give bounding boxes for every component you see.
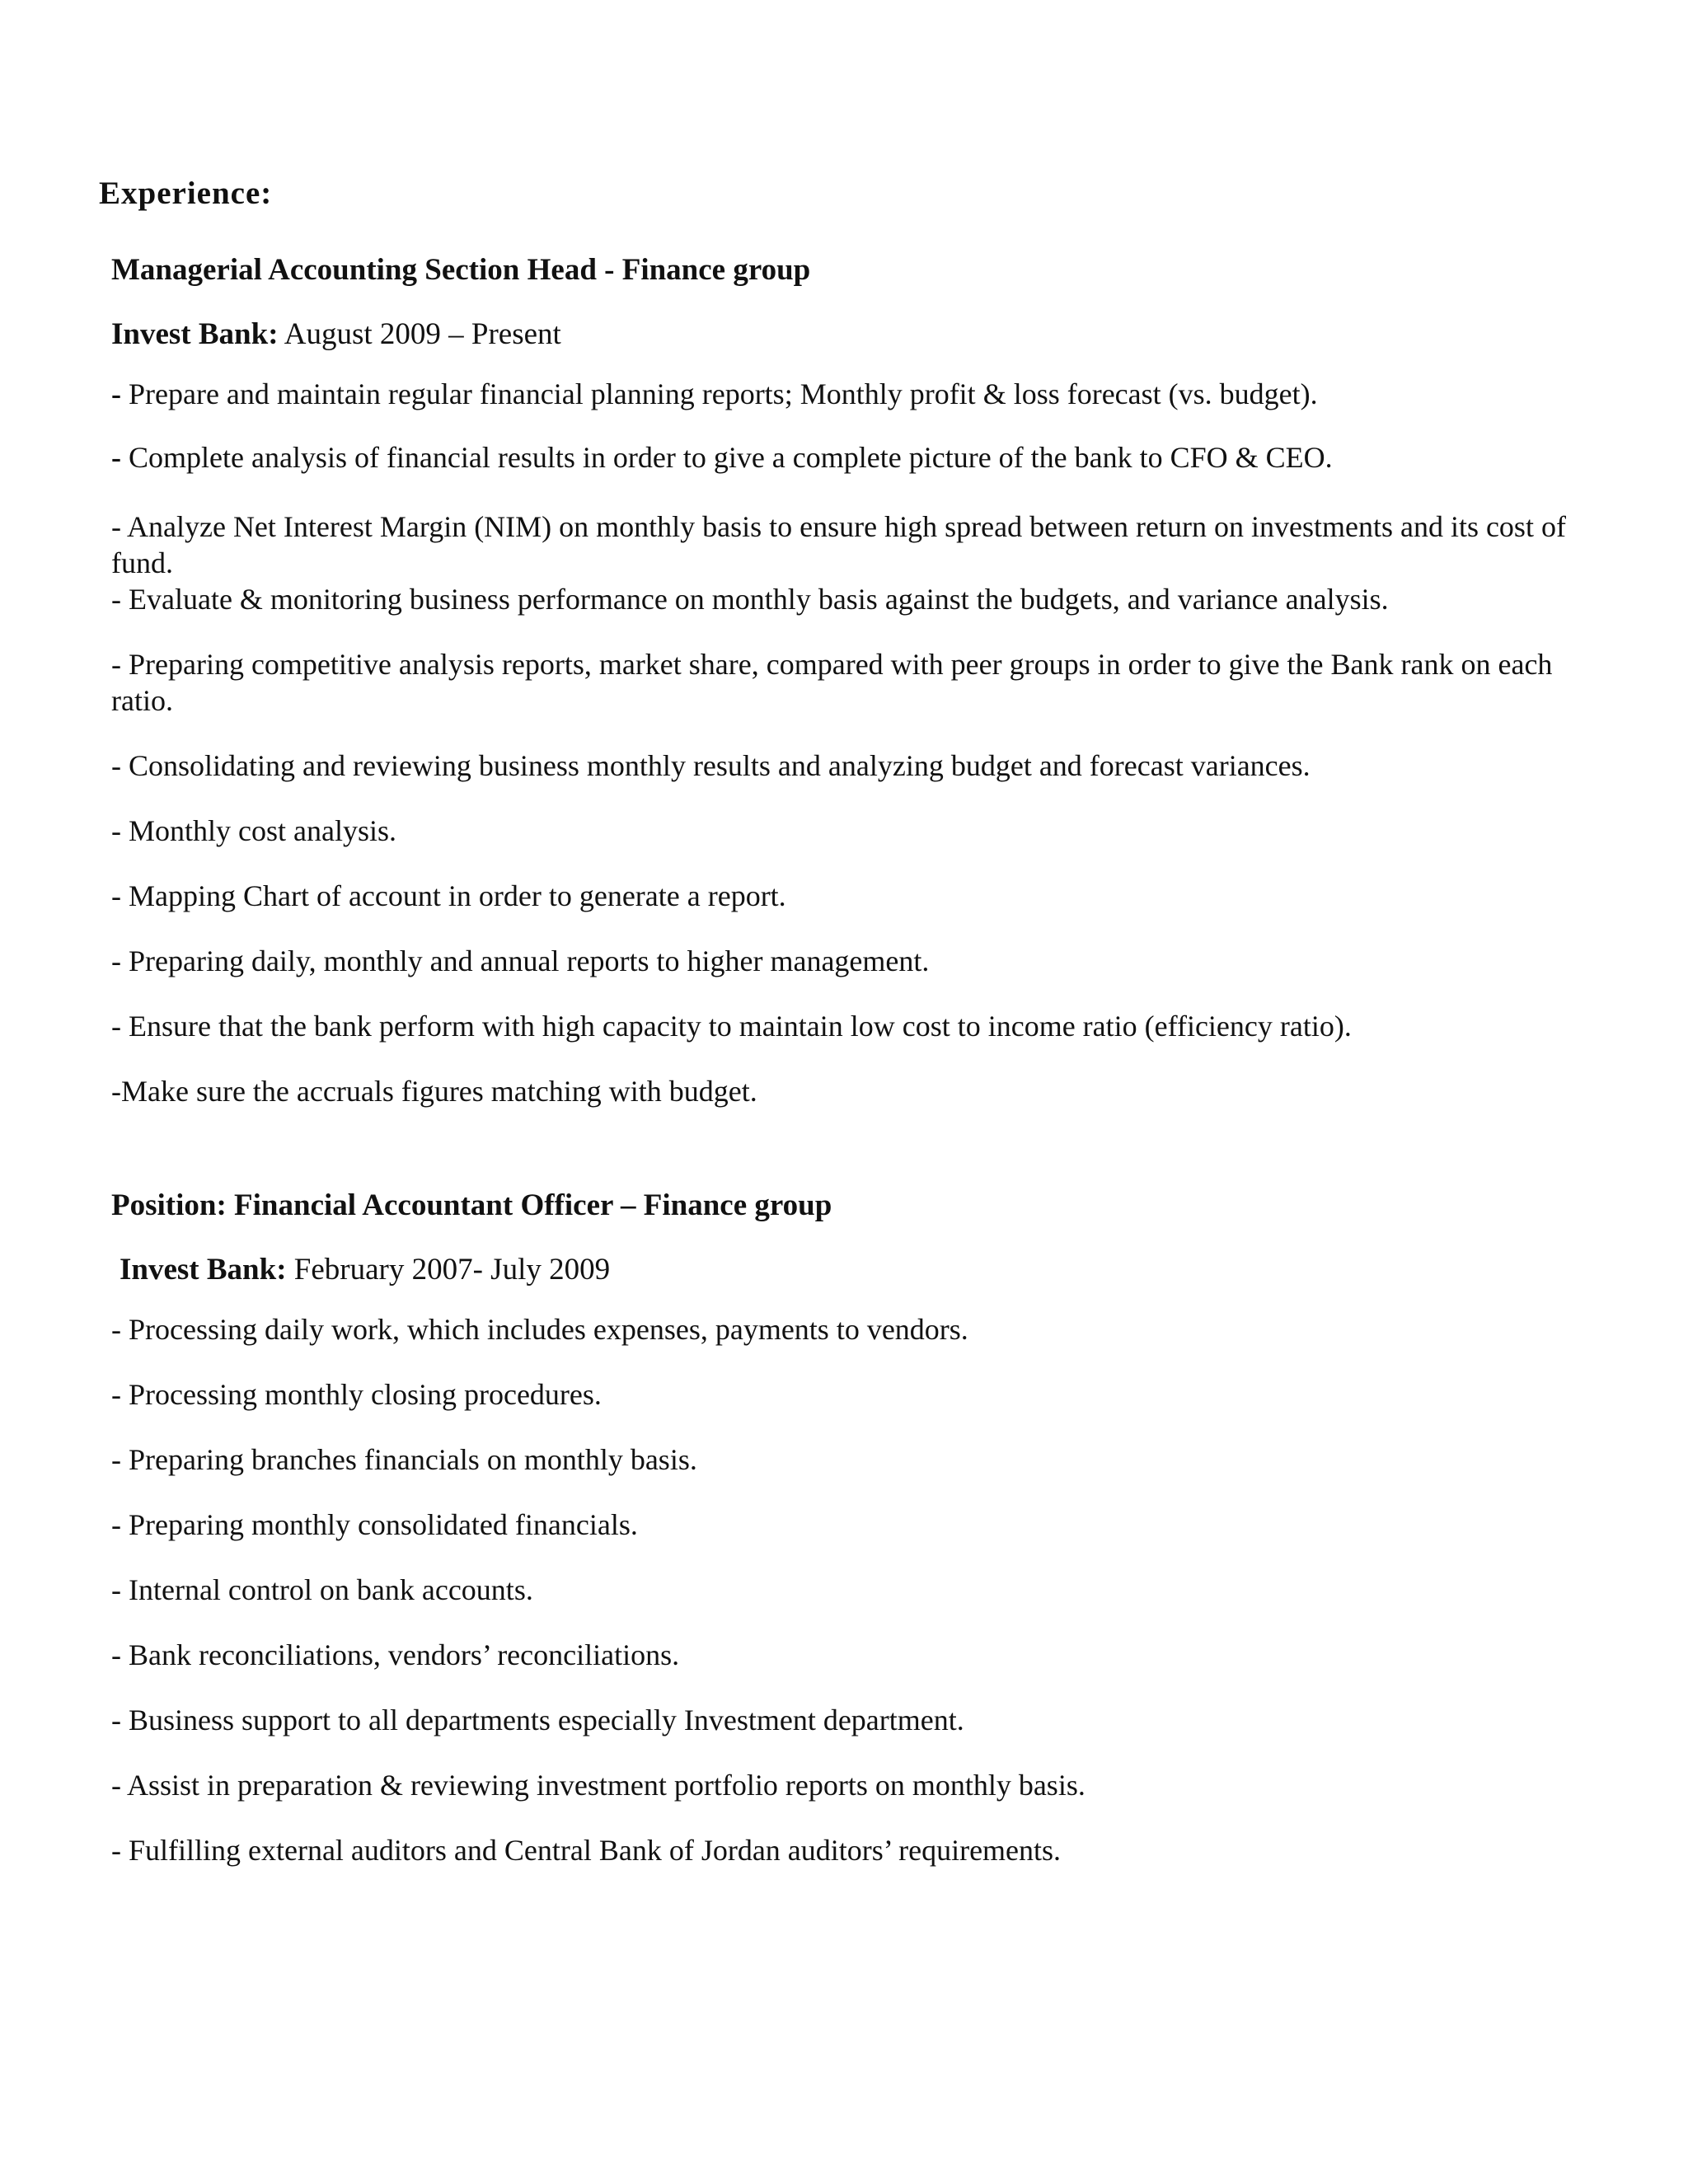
duty-item: - Preparing branches financials on monthly basis. (111, 1443, 697, 1476)
duty-item: - Bank reconciliations, vendors’ reconciliations. (111, 1638, 680, 1671)
employment-period: August 2009 – Present (278, 317, 561, 351)
job-title: Managerial Accounting Section Head - Finance group (111, 253, 811, 287)
duty-item: - Monthly cost analysis. (111, 814, 396, 847)
duty-item: - Preparing monthly consolidated financials. (111, 1508, 638, 1541)
job-title: Position: Financial Accountant Officer – Finance group (111, 1188, 832, 1222)
duty-item: - Evaluate & monitoring business performance on monthly basis against the budgets, and variance analysis. (111, 583, 1389, 616)
employer-label: Invest Bank: (120, 1253, 287, 1286)
duty-item: - Preparing daily, monthly and annual reports to higher management. (111, 944, 930, 977)
duties-list (111, 1311, 1603, 1868)
duty-item: - Internal control on bank accounts. (111, 1573, 533, 1606)
duty-item: - Processing daily work, which includes expenses, payments to vendors. (111, 1313, 968, 1346)
employment-period: February 2007- July 2009 (286, 1253, 611, 1286)
duty-item: - Processing monthly closing procedures. (111, 1378, 602, 1411)
duty-item: -Make sure the accruals figures matching with budget. (111, 1075, 757, 1108)
employer-line (111, 312, 1603, 358)
employer-line (111, 1247, 1603, 1293)
section-heading: Experience: (99, 176, 273, 211)
duty-item: - Prepare and maintain regular financial planning reports; Monthly profit & loss forecast (vs. budget). (111, 377, 1318, 410)
duty-item: - Analyze Net Interest Margin (NIM) on monthly basis to ensure high spread between return on investments and its cost of fund. (111, 510, 1566, 579)
duty-item: - Mapping Chart of account in order to generate a report. (111, 879, 786, 912)
employer-label: Invest Bank: (111, 317, 279, 351)
duties-list (111, 376, 1603, 1109)
duty-item: - Preparing competitive analysis reports, market share, compared with peer groups in order to give the Bank rank on each ratio. (111, 648, 1553, 717)
duty-item: - Business support to all departments especially Investment department. (111, 1704, 964, 1736)
duty-item: - Fulfilling external auditors and Central Bank of Jordan auditors’ requirements. (111, 1834, 1062, 1867)
duty-item: - Consolidating and reviewing business monthly results and analyzing budget and forecast variances. (111, 749, 1311, 782)
job-entry (111, 1183, 1603, 1897)
duty-item: - Complete analysis of financial results in order to give a complete picture of the bank to CFO & CEO. (111, 441, 1333, 474)
duty-item: - Assist in preparation & reviewing investment portfolio reports on monthly basis. (111, 1769, 1085, 1802)
job-entry (111, 247, 1603, 1138)
duty-item: - Ensure that the bank perform with high capacity to maintain low cost to income ratio (efficiency ratio). (111, 1010, 1352, 1043)
